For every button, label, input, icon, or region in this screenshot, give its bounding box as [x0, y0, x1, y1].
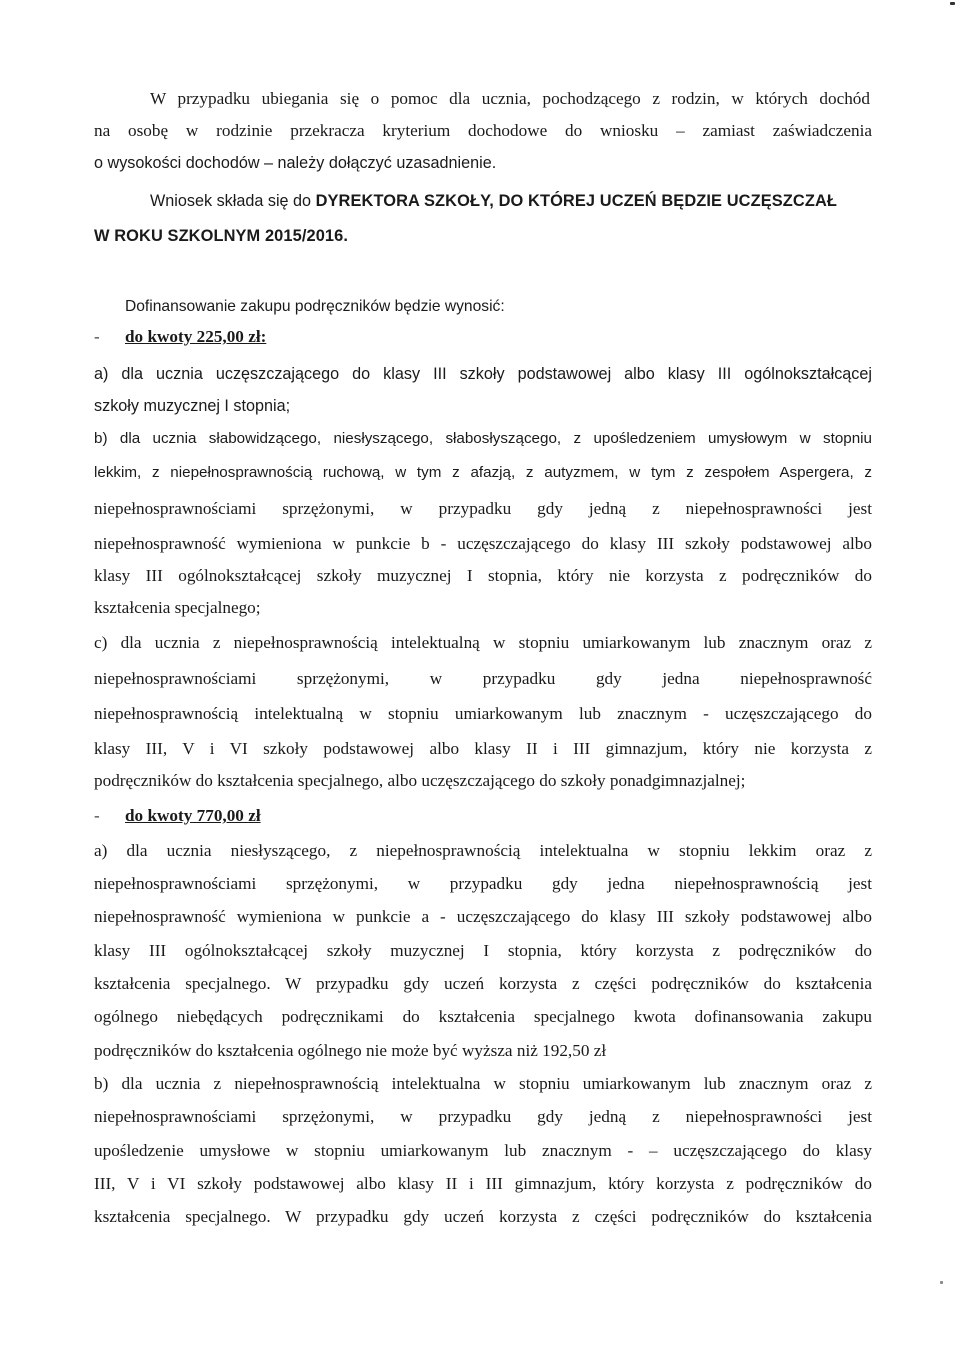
section-heading: Dofinansowanie zakupu podręczników będzie wynosić: — [125, 298, 505, 315]
c1-line-5: podręczników do kształcenia specjalnego, albo uczęszczającego do szkoły ponadgimnazjalnej; — [94, 771, 746, 790]
b2-line-1: b) dla ucznia z niepełnosprawnością intelektualna w stopniu umiarkowanym lub znacznym oraz z — [94, 1074, 872, 1093]
b1-line-5: klasy III ogólnokształcącej szkoły muzycznej I stopnia, który nie korzysta z podręczników do — [94, 566, 872, 585]
c1-line-4: klasy III, V i VI szkoły podstawowej albo klasy II i III gimnazjum, który nie korzysta z — [94, 739, 872, 758]
intro-line-4-prefix: Wniosek składa się do — [150, 192, 316, 210]
amount-1: do kwoty 225,00 zł: — [125, 327, 267, 346]
b2-line-5: kształcenia specjalnego. W przypadku gdy uczeń korzysta z części podręczników do kształcenia — [94, 1207, 872, 1226]
intro-line-1: W przypadku ubiegania się o pomoc dla ucznia, pochodzącego z rodzin, w których dochód — [150, 89, 870, 108]
intro-line-4 — [150, 190, 872, 212]
a2-line-1: a) dla ucznia niesłyszącego, z niepełnosprawnością intelektualna w stopniu lekkim oraz z — [94, 841, 872, 860]
b2-line-2: niepełnosprawnościami sprzężonymi, w przypadku gdy jedną z niepełnosprawności jest — [94, 1107, 872, 1126]
list-dash-2: - — [94, 806, 100, 825]
b2-line-3: upośledzenie umysłowe w stopniu umiarkowanym lub znacznym - – uczęszczającego do klasy — [94, 1141, 872, 1160]
a2-line-2: niepełnosprawnościami sprzężonymi, w przypadku gdy jedna niepełnosprawnością jest — [94, 874, 872, 893]
b1-line-6: kształcenia specjalnego; — [94, 598, 261, 617]
a2-line-7: podręczników do kształcenia ogólnego nie może być wyższa niż 192,50 zł — [94, 1041, 607, 1060]
b1-line-2: lekkim, z niepełnosprawnością ruchową, w tym z afazją, z autyzmem, w tym z zespołem Aspergera, z — [94, 464, 872, 481]
amount-2: do kwoty 770,00 zł — [125, 806, 261, 825]
a1-line-1: a) dla ucznia uczęszczającego do klasy III szkoły podstawowej albo klasy III ogólnokształcącej — [94, 365, 872, 383]
c1-line-2: niepełnosprawnościami sprzężonymi, w przypadku gdy jedna niepełnosprawność — [94, 669, 872, 688]
intro-line-5: W ROKU SZKOLNYM 2015/2016. — [94, 227, 348, 245]
c1-line-1: c) dla ucznia z niepełnosprawnością intelektualną w stopniu umiarkowanym lub znacznym oraz z — [94, 633, 872, 652]
scan-speck — [950, 2, 955, 5]
b2-line-4: III, V i VI szkoły podstawowej albo klasy II i III gimnazjum, który korzysta z podręczników do — [94, 1174, 872, 1193]
a2-line-3: niepełnosprawność wymieniona w punkcie a - uczęszczającego do klasy III szkoły podstawowej albo — [94, 907, 872, 926]
c1-line-3: niepełnosprawnością intelektualną w stopniu umiarkowanym lub znacznym - uczęszczającego do — [94, 704, 872, 723]
a2-line-5: kształcenia specjalnego. W przypadku gdy uczeń korzysta z części podręczników do kształcenia — [94, 974, 872, 993]
a2-line-6: ogólnego niebędących podręcznikami do kształcenia specjalnego kwota dofinansowania zakupu — [94, 1007, 872, 1026]
scan-speck — [940, 1281, 943, 1284]
b1-line-1: b) dla ucznia słabowidzącego, niesłyszącego, słabosłyszącego, z upośledzeniem umysłowym w stopniu — [94, 430, 872, 447]
intro-line-2: na osobę w rodzinie przekracza kryterium dochodowe do wniosku – zamiast zaświadczenia — [94, 121, 872, 140]
intro-line-4-bold: DYREKTORA SZKOŁY, DO KTÓREJ UCZEŃ BĘDZIE UCZĘSZCZAŁ — [315, 192, 837, 210]
b1-line-4: niepełnosprawność wymieniona w punkcie b - uczęszczającego do klasy III szkoły podstawowej albo — [94, 534, 872, 553]
list-dash-1: - — [94, 327, 100, 346]
a2-line-4: klasy III ogólnokształcącej szkoły muzycznej I stopnia, który korzysta z podręczników do — [94, 941, 872, 960]
a1-line-2: szkoły muzycznej I stopnia; — [94, 397, 291, 415]
intro-line-3: o wysokości dochodów – należy dołączyć uzasadnienie. — [94, 154, 497, 172]
b1-line-3: niepełnosprawnościami sprzężonymi, w przypadku gdy jedną z niepełnosprawności jest — [94, 499, 872, 518]
